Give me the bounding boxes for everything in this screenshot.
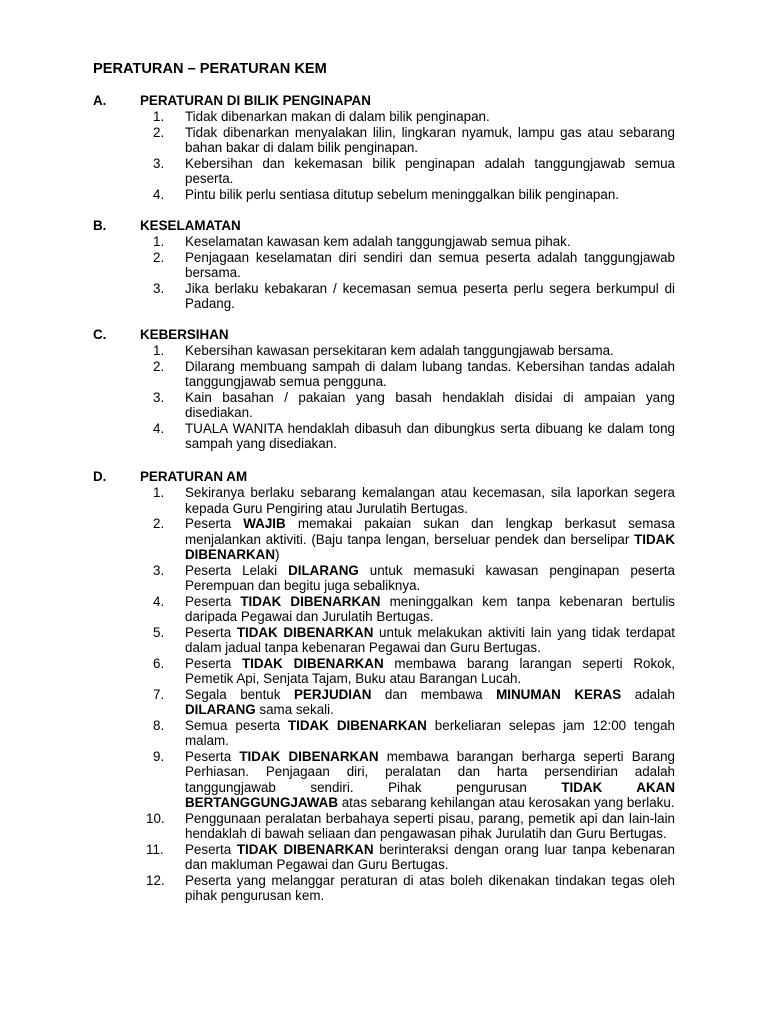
section-letter: A. — [93, 93, 107, 108]
section-letter: B. — [93, 218, 107, 233]
rule-text: memakai pakaian sukan dan lengkap berkasut semasa menjalankan aktiviti. (Baju tanpa lengan, berseluar pendek dan berselipar — [185, 516, 676, 547]
rule-text: Tidak dibenarkan makan di dalam bilik penginapan. — [185, 109, 490, 124]
rule-text: Keselamatan kawasan kem adalah tanggungjawab semua pihak. — [185, 234, 571, 249]
rule-number: 2. — [153, 516, 165, 531]
rule-number: 2. — [153, 358, 165, 374]
section-keselamatan — [93, 218, 675, 312]
rule-number: 3. — [153, 562, 165, 578]
rule-text: atas sebarang kehilangan atau kerosakan yang berlaku. — [338, 795, 675, 810]
rule-text: Peserta yang melanggar peraturan di atas boleh dikenakan tindakan tegas oleh pihak pengurusan kem. — [185, 872, 675, 903]
rule-item — [93, 656, 675, 687]
rule-item — [93, 594, 675, 625]
section-heading — [93, 469, 675, 485]
rule-text: Peserta — [185, 841, 237, 857]
rule-text: membawa barang larangan seperti Rokok, Pemetik Api, Senjata Tajam, Buku atau Barangan Lucah. — [185, 655, 675, 686]
rule-item — [93, 625, 675, 656]
section-bilik-penginapan — [93, 93, 675, 202]
rule-item — [93, 421, 675, 452]
rule-number: 1. — [153, 234, 165, 249]
rule-number: 12. — [146, 872, 165, 888]
rule-emphasis: TIDAK DIBENARKAN — [236, 624, 374, 640]
rule-number: 10. — [146, 810, 165, 826]
rule-number: 4. — [153, 186, 165, 202]
rule-item — [93, 359, 675, 390]
section-title: KESELAMATAN — [140, 218, 241, 233]
rule-number: 7. — [153, 686, 165, 702]
rule-list — [93, 234, 675, 312]
rule-emphasis: DILARANG — [185, 702, 256, 717]
rule-item — [93, 250, 675, 281]
rule-text: Sekiranya berlaku sebarang kemalangan atau kecemasan, sila laporkan segera kepada Guru Pengiring atau Jurulatih Bertugas. — [185, 485, 675, 516]
rule-text: Peserta — [185, 655, 242, 671]
rule-text: Semua peserta — [185, 717, 288, 733]
rule-text: Tidak dibenarkan menyalakan lilin, lingkaran nyamuk, lampu gas atau sebarang bahan bakar di dalam bilik penginapan. — [185, 124, 675, 155]
rule-text: ) — [275, 547, 280, 562]
rule-emphasis: WAJIB — [243, 516, 286, 531]
section-letter: C. — [93, 327, 107, 342]
rule-emphasis: TIDAK DIBENARKAN — [236, 841, 374, 857]
rule-text: Peserta — [185, 748, 240, 764]
rule-item — [93, 156, 675, 187]
rule-item — [93, 687, 675, 718]
rule-item — [93, 873, 675, 904]
rule-text: Penggunaan peralatan berbahaya seperti pisau, parang, pemetik api dan lain-lain hendaklah di bawah seliaan dan pengawasan pihak Jurulatih dan Guru Bertugas. — [185, 810, 675, 841]
rule-emphasis: TIDAK DIBENARKAN — [239, 748, 379, 764]
rule-emphasis: DILARANG — [288, 562, 359, 578]
rule-text: untuk melakukan aktiviti lain yang tidak terdapat dalam jadual tanpa kebenaran Pegawai dan Guru Bertugas. — [185, 624, 676, 655]
rule-text: meninggalkan kem tanpa kebenaran bertulis daripada Pegawai dan Jurulatih Bertugas. — [185, 593, 675, 624]
rule-text: Kebersihan dan kekemasan bilik penginapan adalah tanggungjawab semua peserta. — [185, 155, 675, 186]
rule-number: 3. — [153, 389, 165, 405]
rule-item — [93, 187, 675, 203]
rule-text: Peserta — [185, 516, 244, 531]
rule-text: berinteraksi dengan orang luar tanpa kebenaran dan makluman Pegawai dan Guru Bertugas. — [185, 841, 675, 872]
rule-text: adalah — [621, 686, 675, 702]
section-heading — [93, 93, 675, 109]
rule-item — [93, 234, 675, 250]
section-title: KEBERSIHAN — [140, 327, 229, 342]
rule-emphasis: TIDAK AKAN BERTANGGUNGJAWAB — [185, 779, 675, 810]
rule-number: 6. — [153, 655, 165, 671]
section-kebersihan — [93, 327, 675, 452]
rule-emphasis: TIDAK DIBENARKAN — [185, 531, 675, 562]
section-peraturan-am — [93, 469, 675, 904]
rule-item — [93, 281, 675, 312]
rule-item — [93, 842, 675, 873]
document-title: PERATURAN – PERATURAN KEM — [93, 61, 327, 77]
rule-number: 4. — [153, 593, 165, 609]
rule-item — [93, 125, 675, 156]
section-title: PERATURAN AM — [140, 469, 248, 484]
rule-text: membawa barangan berharga seperti Barang Perhiasan. Penjagaan diri, peralatan dan harta persendirian adalah tanggungjawab sendiri. Pihak pengurusan — [185, 748, 675, 795]
rule-item — [93, 718, 675, 749]
rule-list — [93, 343, 675, 452]
rule-item — [93, 390, 675, 421]
rule-number: 9. — [153, 748, 165, 764]
rule-list — [93, 109, 675, 202]
rule-emphasis: MINUMAN KERAS — [496, 686, 622, 702]
section-heading — [93, 218, 675, 234]
rule-text: TUALA WANITA hendaklah dibasuh dan dibungkus serta dibuang ke dalam tong sampah yang disediakan. — [185, 420, 675, 451]
rule-item — [93, 109, 675, 125]
rule-list — [93, 485, 675, 904]
rule-text: sama sekali. — [255, 702, 334, 717]
rule-text: dan membawa — [371, 686, 497, 702]
rule-text: berkeliaran selepas jam 12:00 tengah malam. — [185, 717, 675, 748]
rule-text: Kebersihan kawasan persekitaran kem adalah tanggungjawab bersama. — [185, 343, 614, 358]
rule-item — [93, 811, 675, 842]
rule-number: 3. — [153, 155, 165, 171]
rule-text: Penjagaan keselamatan diri sendiri dan semua peserta adalah tanggungjawab bersama. — [185, 249, 675, 280]
rule-text: Peserta — [185, 593, 241, 609]
rule-item — [93, 749, 675, 811]
rule-text: Peserta Lelaki — [185, 562, 289, 578]
rule-item — [93, 563, 675, 594]
rule-item — [93, 516, 675, 563]
rule-text: untuk memasuki kawasan penginapan peserta Perempuan dan begitu juga sebaliknya. — [185, 562, 675, 593]
rule-number: 1. — [153, 485, 165, 500]
rule-text: Kain basahan / pakaian yang basah hendaklah disidai di ampaian yang disediakan. — [185, 389, 675, 420]
rule-number: 11. — [146, 841, 164, 857]
rule-number: 2. — [153, 124, 165, 140]
rule-item — [93, 343, 675, 359]
section-title: PERATURAN DI BILIK PENGINAPAN — [140, 93, 371, 108]
rule-item — [93, 485, 675, 516]
rule-emphasis: TIDAK DIBENARKAN — [240, 593, 381, 609]
rule-emphasis: PERJUDIAN — [293, 686, 372, 702]
rule-text: Jika berlaku kebakaran / kecemasan semua peserta perlu segera berkumpul di Padang. — [185, 280, 675, 311]
rule-text: Peserta — [185, 624, 237, 640]
rule-number: 1. — [153, 343, 165, 358]
rule-number: 8. — [153, 717, 165, 733]
section-heading — [93, 327, 675, 343]
rule-text: Pintu bilik perlu sentiasa ditutup sebelum meninggalkan bilik penginapan. — [185, 186, 619, 202]
rule-emphasis: TIDAK DIBENARKAN — [241, 655, 384, 671]
rule-number: 4. — [153, 420, 165, 436]
rule-emphasis: TIDAK DIBENARKAN — [287, 717, 427, 733]
rule-number: 5. — [153, 624, 165, 640]
section-letter: D. — [93, 469, 107, 484]
rule-number: 2. — [153, 249, 165, 265]
rule-number: 1. — [153, 109, 165, 124]
rule-text: Segala bentuk — [185, 686, 294, 702]
rule-text: Dilarang membuang sampah di dalam lubang tandas. Kebersihan tandas adalah tanggungjawab semua pengguna. — [185, 358, 675, 389]
rule-number: 3. — [153, 280, 165, 296]
